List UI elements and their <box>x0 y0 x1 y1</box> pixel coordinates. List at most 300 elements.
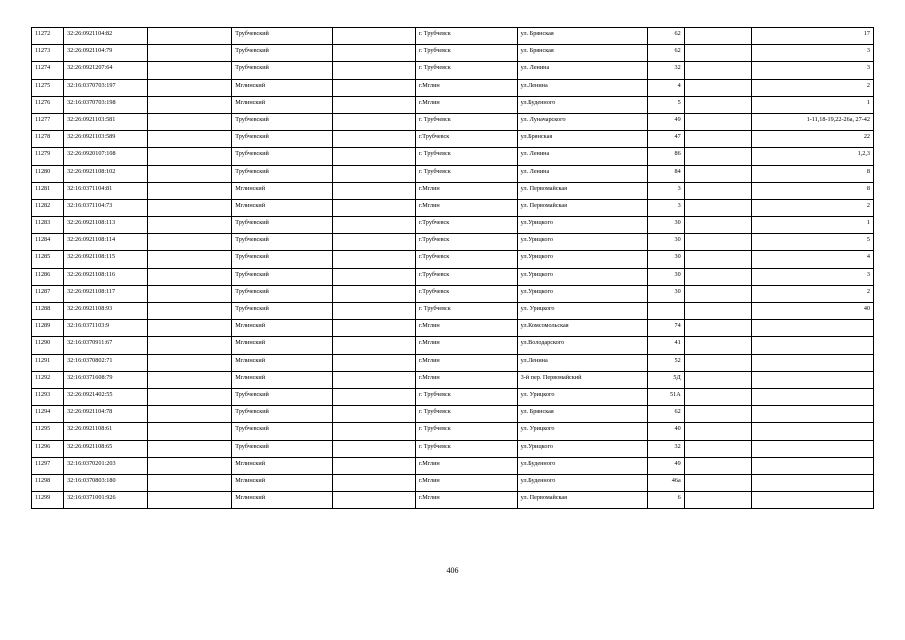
cell-empty <box>332 492 415 509</box>
cell-empty <box>148 268 232 285</box>
cell-empty <box>332 251 415 268</box>
cell-record-number: 11289 <box>32 320 64 337</box>
cell-empty <box>332 28 415 45</box>
cell-district: Трубчевский <box>232 268 333 285</box>
cell-street: ул.Буденного <box>517 96 648 113</box>
table-row <box>32 492 874 509</box>
cell-empty <box>332 371 415 388</box>
cell-street: ул.Урицкого <box>517 251 648 268</box>
cell-apartment <box>752 388 874 405</box>
cell-empty <box>148 320 232 337</box>
page-number: 406 <box>446 566 459 575</box>
cell-city: г.Мглин <box>415 337 517 354</box>
cell-city: г.Мглин <box>415 79 517 96</box>
cell-street: ул. Урицкого <box>517 388 648 405</box>
cell-apartment: 8 <box>752 165 874 182</box>
cell-house-number: 6 <box>648 492 685 509</box>
cell-cadastral-number: 32:26:0921402:55 <box>64 388 148 405</box>
cell-apartment <box>752 440 874 457</box>
cell-apartment: 1-11,18-19,22-26а, 27-42 <box>752 113 874 130</box>
cell-cadastral-number: 32:16:0371103:9 <box>64 320 148 337</box>
cell-cadastral-number: 32:26:0921103:581 <box>64 113 148 130</box>
cell-apartment <box>752 406 874 423</box>
cell-district: Мглинский <box>232 337 333 354</box>
cell-street: ул. Первомайская <box>517 492 648 509</box>
cell-empty <box>332 148 415 165</box>
cell-cadastral-number: 32:16:0370803:180 <box>64 474 148 491</box>
cell-city: г.Мглин <box>415 182 517 199</box>
cell-empty <box>148 217 232 234</box>
registry-table <box>31 27 874 509</box>
cell-street: ул.Ленина <box>517 79 648 96</box>
cell-empty <box>684 182 751 199</box>
cell-cadastral-number: 32:16:0370703:197 <box>64 79 148 96</box>
cell-district: Мглинский <box>232 96 333 113</box>
cell-street: ул.Урицкого <box>517 440 648 457</box>
cell-apartment: 3 <box>752 268 874 285</box>
cell-cadastral-number: 32:26:0921108:114 <box>64 234 148 251</box>
cell-empty <box>332 406 415 423</box>
cell-empty <box>332 165 415 182</box>
cell-apartment <box>752 354 874 371</box>
cell-district: Мглинский <box>232 199 333 216</box>
cell-empty <box>332 199 415 216</box>
cell-house-number: 30 <box>648 268 685 285</box>
table-row <box>32 234 874 251</box>
cell-empty <box>148 371 232 388</box>
cell-apartment <box>752 492 874 509</box>
cell-house-number: 62 <box>648 406 685 423</box>
cell-empty <box>684 337 751 354</box>
cell-cadastral-number: 32:16:0371104:81 <box>64 182 148 199</box>
cell-city: г. Трубчевск <box>415 28 517 45</box>
cell-district: Трубчевский <box>232 423 333 440</box>
cell-apartment <box>752 371 874 388</box>
cell-city: г.Мглин <box>415 474 517 491</box>
cell-district: Трубчевский <box>232 234 333 251</box>
cell-empty <box>332 337 415 354</box>
cell-record-number: 11273 <box>32 45 64 62</box>
cell-apartment <box>752 457 874 474</box>
cell-record-number: 11275 <box>32 79 64 96</box>
cell-empty <box>684 354 751 371</box>
table-row <box>32 182 874 199</box>
cell-house-number: 46а <box>648 474 685 491</box>
table-row <box>32 268 874 285</box>
cell-record-number: 11291 <box>32 354 64 371</box>
cell-empty <box>332 45 415 62</box>
cell-apartment: 8 <box>752 182 874 199</box>
cell-district: Трубчевский <box>232 131 333 148</box>
cell-empty <box>148 148 232 165</box>
cell-district: Мглинский <box>232 79 333 96</box>
cell-cadastral-number: 32:26:0921108:102 <box>64 165 148 182</box>
table-row <box>32 354 874 371</box>
cell-record-number: 11276 <box>32 96 64 113</box>
cell-house-number: 40 <box>648 423 685 440</box>
table-row <box>32 217 874 234</box>
table-row <box>32 285 874 302</box>
cell-district: Мглинский <box>232 354 333 371</box>
cell-empty <box>332 320 415 337</box>
cell-empty <box>332 285 415 302</box>
cell-street: ул. Первомайская <box>517 199 648 216</box>
cell-empty <box>332 474 415 491</box>
cell-empty <box>332 423 415 440</box>
cell-district: Трубчевский <box>232 45 333 62</box>
cell-city: г.Мглин <box>415 199 517 216</box>
cell-street: ул.Брянская <box>517 131 648 148</box>
cell-city: г. Трубчевск <box>415 440 517 457</box>
cell-district: Трубчевский <box>232 388 333 405</box>
cell-empty <box>332 131 415 148</box>
cell-empty <box>332 79 415 96</box>
cell-empty <box>684 113 751 130</box>
cell-apartment <box>752 423 874 440</box>
cell-district: Трубчевский <box>232 251 333 268</box>
cell-empty <box>148 199 232 216</box>
cell-record-number: 11283 <box>32 217 64 234</box>
cell-empty <box>148 234 232 251</box>
cell-empty <box>148 251 232 268</box>
table-row <box>32 28 874 45</box>
cell-street: ул. Первомайская <box>517 182 648 199</box>
table-row <box>32 474 874 491</box>
cell-house-number: 49 <box>648 113 685 130</box>
cell-record-number: 11288 <box>32 303 64 320</box>
table-row <box>32 337 874 354</box>
cell-city: г. Трубчевск <box>415 423 517 440</box>
cell-cadastral-number: 32:26:0921103:589 <box>64 131 148 148</box>
cell-cadastral-number: 32:26:0921108:93 <box>64 303 148 320</box>
cell-empty <box>684 45 751 62</box>
cell-apartment <box>752 474 874 491</box>
cell-cadastral-number: 32:16:0371608:79 <box>64 371 148 388</box>
cell-empty <box>332 268 415 285</box>
cell-empty <box>332 234 415 251</box>
cell-apartment: 1 <box>752 96 874 113</box>
cell-house-number: 30 <box>648 251 685 268</box>
cell-cadastral-number: 32:26:0921108:116 <box>64 268 148 285</box>
cell-city: г. Трубчевск <box>415 165 517 182</box>
cell-empty <box>684 423 751 440</box>
cell-empty <box>148 96 232 113</box>
cell-city: г.Трубчевск <box>415 131 517 148</box>
cell-record-number: 11272 <box>32 28 64 45</box>
cell-cadastral-number: 32:26:0920107:108 <box>64 148 148 165</box>
cell-street: ул.Ленина <box>517 354 648 371</box>
cell-street: ул.Урицкого <box>517 234 648 251</box>
cell-city: г.Трубчевск <box>415 217 517 234</box>
cell-street: ул. Луначарского <box>517 113 648 130</box>
cell-empty <box>148 406 232 423</box>
cell-house-number: 62 <box>648 45 685 62</box>
cell-house-number <box>648 303 685 320</box>
cell-empty <box>684 28 751 45</box>
cell-apartment: 2 <box>752 79 874 96</box>
cell-district: Трубчевский <box>232 217 333 234</box>
cell-record-number: 11296 <box>32 440 64 457</box>
cell-empty <box>148 113 232 130</box>
cell-apartment: 2 <box>752 285 874 302</box>
cell-empty <box>684 406 751 423</box>
cell-house-number: 62 <box>648 28 685 45</box>
cell-city: г.Трубчевск <box>415 285 517 302</box>
cell-empty <box>684 285 751 302</box>
cell-empty <box>684 457 751 474</box>
cell-street: ул.Володарского <box>517 337 648 354</box>
table-row <box>32 303 874 320</box>
cell-empty <box>332 113 415 130</box>
cell-city: г.Трубчевск <box>415 234 517 251</box>
cell-district: Мглинский <box>232 474 333 491</box>
cell-city: г. Трубчевск <box>415 45 517 62</box>
cell-house-number: 86 <box>648 148 685 165</box>
cell-house-number: 5 <box>648 96 685 113</box>
cell-empty <box>332 303 415 320</box>
cell-record-number: 11293 <box>32 388 64 405</box>
cell-house-number: 74 <box>648 320 685 337</box>
cell-house-number: 4 <box>648 79 685 96</box>
table-row <box>32 199 874 216</box>
cell-empty <box>332 354 415 371</box>
cell-empty <box>148 182 232 199</box>
cell-empty <box>148 337 232 354</box>
cell-district: Трубчевский <box>232 148 333 165</box>
table-row <box>32 45 874 62</box>
cell-empty <box>148 62 232 79</box>
cell-empty <box>148 354 232 371</box>
cell-cadastral-number: 32:16:0370703:198 <box>64 96 148 113</box>
cell-empty <box>684 251 751 268</box>
cell-district: Мглинский <box>232 492 333 509</box>
cell-city: г. Трубчевск <box>415 406 517 423</box>
cell-cadastral-number: 32:16:0370802:71 <box>64 354 148 371</box>
cell-record-number: 11299 <box>32 492 64 509</box>
cell-house-number: 51А <box>648 388 685 405</box>
cell-empty <box>684 492 751 509</box>
cell-district: Мглинский <box>232 457 333 474</box>
table-row <box>32 388 874 405</box>
cell-cadastral-number: 32:26:0921108:61 <box>64 423 148 440</box>
cell-house-number: 49 <box>648 457 685 474</box>
cell-empty <box>684 165 751 182</box>
cell-city: г.Мглин <box>415 371 517 388</box>
cell-empty <box>684 268 751 285</box>
cell-street: ул.Урицкого <box>517 268 648 285</box>
cell-street: ул. Урицкого <box>517 423 648 440</box>
cell-record-number: 11281 <box>32 182 64 199</box>
cell-street: ул. Брянская <box>517 45 648 62</box>
cell-empty <box>684 388 751 405</box>
cell-apartment: 3 <box>752 45 874 62</box>
cell-apartment: 5 <box>752 234 874 251</box>
cell-empty <box>332 388 415 405</box>
table-row <box>32 165 874 182</box>
cell-city: г. Трубчевск <box>415 148 517 165</box>
cell-street: ул. Брянская <box>517 406 648 423</box>
cell-apartment: 1 <box>752 217 874 234</box>
cell-house-number: 47 <box>648 131 685 148</box>
cell-district: Трубчевский <box>232 406 333 423</box>
cell-street: 3-й пер. Первомайский <box>517 371 648 388</box>
cell-apartment <box>752 337 874 354</box>
table-row <box>32 423 874 440</box>
table-row <box>32 96 874 113</box>
table-row <box>32 251 874 268</box>
cell-empty <box>148 79 232 96</box>
cell-empty <box>684 131 751 148</box>
cell-house-number: 30 <box>648 234 685 251</box>
cell-cadastral-number: 32:26:0921104:79 <box>64 45 148 62</box>
table-row <box>32 131 874 148</box>
table-row <box>32 148 874 165</box>
cell-empty <box>684 79 751 96</box>
cell-record-number: 11280 <box>32 165 64 182</box>
cell-district: Мглинский <box>232 371 333 388</box>
cell-district: Трубчевский <box>232 285 333 302</box>
cell-house-number: 32 <box>648 62 685 79</box>
cell-city: г.Мглин <box>415 354 517 371</box>
cell-street: ул.Урицкого <box>517 285 648 302</box>
cell-street: ул.Буденного <box>517 474 648 491</box>
cell-empty <box>332 217 415 234</box>
cell-empty <box>148 131 232 148</box>
cell-cadastral-number: 32:26:0921108:115 <box>64 251 148 268</box>
cell-city: г.Мглин <box>415 320 517 337</box>
table-row <box>32 113 874 130</box>
cell-street: ул.Комсомольская <box>517 320 648 337</box>
cell-house-number: 32 <box>648 440 685 457</box>
cell-apartment: 40 <box>752 303 874 320</box>
cell-cadastral-number: 32:26:0921108:117 <box>64 285 148 302</box>
cell-empty <box>684 320 751 337</box>
cell-city: г. Трубчевск <box>415 62 517 79</box>
cell-empty <box>684 371 751 388</box>
cell-record-number: 11277 <box>32 113 64 130</box>
cell-empty <box>148 303 232 320</box>
cell-house-number: 3 <box>648 182 685 199</box>
cell-district: Мглинский <box>232 182 333 199</box>
cell-cadastral-number: 32:26:0921207:64 <box>64 62 148 79</box>
cell-empty <box>332 440 415 457</box>
cell-empty <box>332 96 415 113</box>
table-body <box>32 28 874 509</box>
cell-record-number: 11294 <box>32 406 64 423</box>
cell-record-number: 11295 <box>32 423 64 440</box>
cell-district: Трубчевский <box>232 28 333 45</box>
cell-record-number: 11284 <box>32 234 64 251</box>
cell-record-number: 11298 <box>32 474 64 491</box>
cell-empty <box>684 148 751 165</box>
cell-empty <box>684 440 751 457</box>
cell-empty <box>148 165 232 182</box>
cell-record-number: 11274 <box>32 62 64 79</box>
cell-house-number: 84 <box>648 165 685 182</box>
table-row <box>32 457 874 474</box>
cell-district: Трубчевский <box>232 62 333 79</box>
cell-house-number: 30 <box>648 217 685 234</box>
cell-house-number: 5Д <box>648 371 685 388</box>
cell-apartment: 1,2,3 <box>752 148 874 165</box>
cell-cadastral-number: 32:16:0370911:67 <box>64 337 148 354</box>
cell-record-number: 11297 <box>32 457 64 474</box>
cell-house-number: 3 <box>648 199 685 216</box>
cell-street: ул. Ленина <box>517 62 648 79</box>
cell-city: г. Трубчевск <box>415 113 517 130</box>
cell-city: г.Мглин <box>415 492 517 509</box>
cell-record-number: 11292 <box>32 371 64 388</box>
cell-city: г. Трубчевск <box>415 303 517 320</box>
cell-record-number: 11279 <box>32 148 64 165</box>
table-row <box>32 406 874 423</box>
cell-district: Трубчевский <box>232 165 333 182</box>
cell-house-number: 41 <box>648 337 685 354</box>
cell-city: г.Мглин <box>415 457 517 474</box>
cell-cadastral-number: 32:26:0921104:78 <box>64 406 148 423</box>
cell-apartment: 4 <box>752 251 874 268</box>
cell-city: г.Мглин <box>415 96 517 113</box>
cell-empty <box>684 234 751 251</box>
cell-apartment <box>752 320 874 337</box>
cell-record-number: 11287 <box>32 285 64 302</box>
cell-cadastral-number: 32:16:0371104:73 <box>64 199 148 216</box>
cell-cadastral-number: 32:26:0921104:82 <box>64 28 148 45</box>
cell-house-number: 52 <box>648 354 685 371</box>
cell-empty <box>148 28 232 45</box>
cell-record-number: 11286 <box>32 268 64 285</box>
cell-empty <box>684 62 751 79</box>
table-row <box>32 320 874 337</box>
cell-street: ул. Урицкого <box>517 303 648 320</box>
cell-city: г.Трубчевск <box>415 251 517 268</box>
cell-street: ул. Ленина <box>517 165 648 182</box>
cell-empty <box>684 303 751 320</box>
cell-empty <box>148 440 232 457</box>
cell-empty <box>148 492 232 509</box>
cell-district: Трубчевский <box>232 440 333 457</box>
cell-record-number: 11282 <box>32 199 64 216</box>
cell-street: ул. Ленина <box>517 148 648 165</box>
table-row <box>32 371 874 388</box>
cell-district: Трубчевский <box>232 113 333 130</box>
cell-cadastral-number: 32:26:0921108:113 <box>64 217 148 234</box>
table-row <box>32 79 874 96</box>
cell-district: Мглинский <box>232 320 333 337</box>
cell-apartment: 3 <box>752 62 874 79</box>
cell-empty <box>148 423 232 440</box>
cell-record-number: 11285 <box>32 251 64 268</box>
cell-street: ул.Урицкого <box>517 217 648 234</box>
cell-apartment: 22 <box>752 131 874 148</box>
cell-empty <box>684 96 751 113</box>
cell-record-number: 11278 <box>32 131 64 148</box>
cell-district: Трубчевский <box>232 303 333 320</box>
cell-apartment: 17 <box>752 28 874 45</box>
cell-street: ул.Буденного <box>517 457 648 474</box>
cell-city: г. Трубчевск <box>415 388 517 405</box>
cell-empty <box>148 474 232 491</box>
table-row <box>32 62 874 79</box>
cell-empty <box>332 457 415 474</box>
table-row <box>32 440 874 457</box>
cell-street: ул. Брянская <box>517 28 648 45</box>
cell-cadastral-number: 32:16:0370201:203 <box>64 457 148 474</box>
cell-empty <box>148 457 232 474</box>
cell-empty <box>332 182 415 199</box>
cell-city: г.Трубчевск <box>415 268 517 285</box>
cell-cadastral-number: 32:26:0921108:65 <box>64 440 148 457</box>
